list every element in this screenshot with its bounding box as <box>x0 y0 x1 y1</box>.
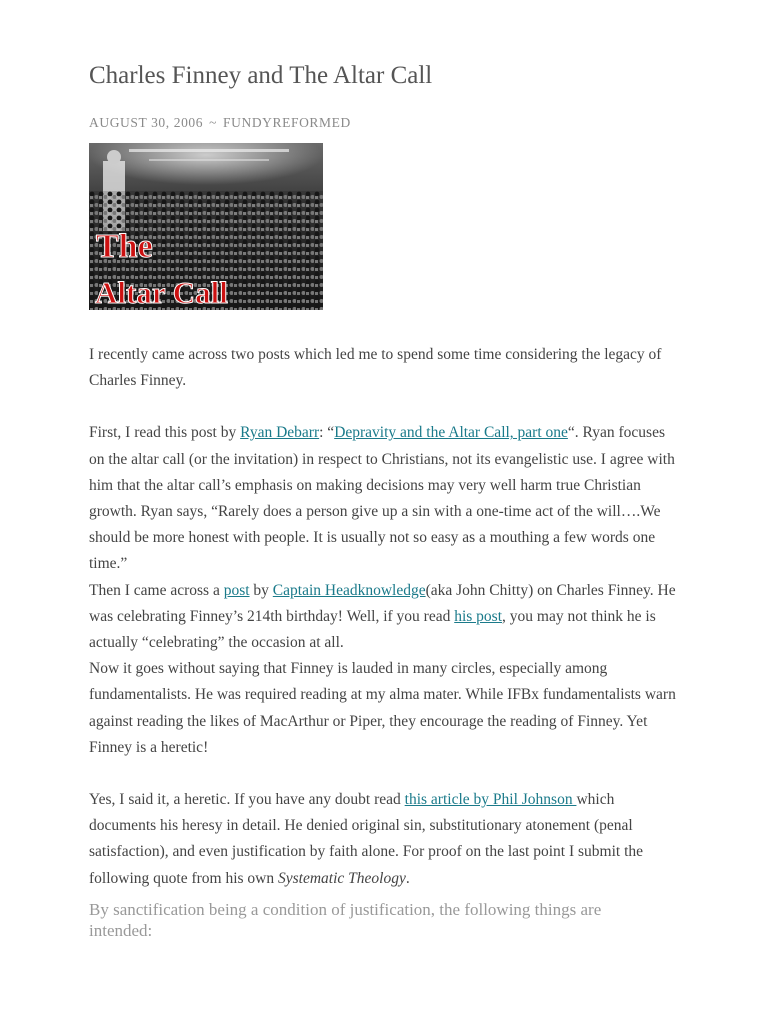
link-depravity-altar-call[interactable]: Depravity and the Altar Call, part one <box>334 424 568 442</box>
meta-separator: ~ <box>209 115 218 130</box>
post-content <box>89 342 681 892</box>
link-phil-johnson-article[interactable]: this article by Phil Johnson <box>404 791 577 809</box>
crowd-photo-illustration <box>89 143 323 310</box>
blockquote-finney: By sanctification being a condition of justification, the following things are intended: <box>89 900 602 940</box>
image-text-line1: The <box>96 228 153 265</box>
text: “. Ryan focuses on the altar call (or the invitation) in respect to Christians, not its evangelistic use. I agree with him that the altar call’s emphasis on making decisions may very well harm true Christian growth. Ryan says, “Rarely does a person give up a sin with a one-time act of the will….We should be more honest with people. It is usually not so easy as a mouthing a few words one time.” <box>89 424 675 573</box>
post-date[interactable]: AUGUST 30, 2006 <box>89 115 204 130</box>
text: . <box>405 869 410 887</box>
text: Then I came across a <box>89 581 224 599</box>
altar-call-image <box>89 143 323 310</box>
paragraph-heretic <box>89 787 681 892</box>
text: Yes, I said it, a heretic. If you have any doubt read <box>89 791 405 809</box>
text: by <box>249 581 273 599</box>
text: : “ <box>319 424 335 442</box>
link-post[interactable]: post <box>223 581 250 599</box>
post-meta <box>89 114 351 132</box>
paragraph-ryan <box>89 420 681 577</box>
paragraph-captain <box>89 578 681 657</box>
text: First, I read this post by <box>89 424 241 442</box>
text: which documents his heresy in detail. He denied original sin, substitutionary atonement (penal satisfaction), and even justification by faith alone. For proof on the last point I submit the following quote from his own <box>89 791 644 887</box>
link-captain-headknowledge[interactable]: Captain Headknowledge <box>272 581 426 599</box>
paragraph-intro: I recently came across two posts which led me to spend some time considering the legacy of Charles Finney. <box>89 346 662 390</box>
book-title: Systematic Theology <box>278 869 406 887</box>
paragraph-lauded: Now it goes without saying that Finney is lauded in many circles, especially among fundamentalists. He was required reading at my alma mater. While IFBx fundamentalists warn against reading the likes of MacArthur or Piper, they encourage the reading of Finney. Yet Finney is a heretic! <box>89 660 676 756</box>
text: , you may not think he is actually “celebrating” the occasion at all. <box>89 607 656 652</box>
text: (aka John Chitty) on Charles Finney. He was celebrating Finney’s 214th birthday! Well, if you read <box>89 581 676 625</box>
link-ryan-debarr[interactable]: Ryan Debarr <box>240 424 320 442</box>
link-his-post[interactable]: his post <box>454 607 503 625</box>
post-author[interactable]: FUNDYREFORMED <box>223 115 351 130</box>
post-title[interactable]: Charles Finney and The Altar Call <box>89 62 433 89</box>
image-text-line2: Altar Call <box>95 275 228 310</box>
